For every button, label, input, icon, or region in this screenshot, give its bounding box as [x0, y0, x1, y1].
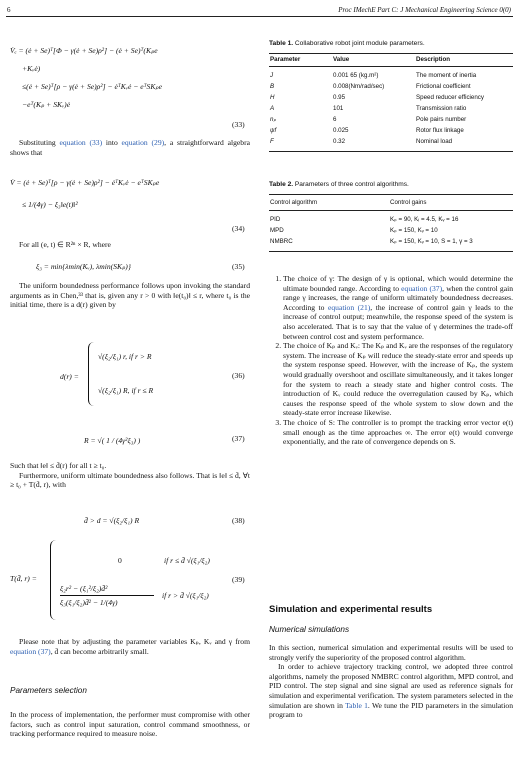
table-2-top-rule — [269, 194, 513, 195]
simulation-paragraphs: In this section, numerical simulation and experimental results will be used to strongly verify the superiority of the proposed control algorithm. In order to achieve trajectory tracking control, we adopted three control algorithms, namely the proposed NMBRC control algorithm, MPD control, and PID control. The step signal and sine signal are used as reference signals for simulation and experimental verification. The system parameters selected in the simulation are shown in Table 1. We tune the PID parameters in the simulation program to — [269, 643, 513, 720]
equation-34-number: (34) — [232, 224, 245, 233]
table-row: nₚ — [270, 116, 277, 123]
equation-39-case-2-denominator: ξ₃(ξ₁/ξ₂)d̄² − 1/(4γ) — [60, 598, 118, 607]
table-cell: Transmission ratio — [416, 105, 467, 112]
choice-s: 3. The choice of S: The controller is to prompt the tracking error vector e(t) small enough as the time approaches ∞. The error e(t) would converge exponentially, and the rate of convergence depends on S. — [283, 418, 513, 447]
equation-37: R = √( 1 / (4γ²ξ₃) ) — [84, 436, 141, 445]
numerical-simulations-heading: Numerical simulations — [269, 625, 350, 634]
table-row: MPD — [270, 227, 284, 234]
equation-39-lhs: T(d̄, r) = — [10, 574, 37, 583]
table-cell: 0.32 — [333, 138, 346, 145]
equation-39-case-2-condition: if r > d̄ √(ξ₁/ξ₂) — [162, 591, 209, 600]
header-rule — [6, 16, 513, 17]
equation-39-brace — [50, 540, 57, 620]
table-row: ψf — [270, 127, 277, 134]
table-cell: Nominal load — [416, 138, 453, 145]
table-1-top-rule — [269, 53, 513, 54]
equation-39-case-2-numerator: ξ₂r² − (ξ₁²/ξ₂)d̄² — [60, 584, 108, 593]
equation-33-link[interactable]: equation (33) — [59, 138, 103, 147]
equation-36-case-2: √(ξ₂/ξ₁) R, if r ≤ R — [98, 386, 154, 395]
equation-39-number: (39) — [232, 575, 245, 584]
table-cell: Speed reducer efficiency — [416, 94, 484, 101]
substituting-paragraph: Substituting equation (33) into equation (29), a straightforward algebra shows that — [10, 138, 250, 157]
table-cell: 0.025 — [333, 127, 349, 134]
table-cell: Frictional coefficient — [416, 83, 471, 90]
table-row: B — [270, 83, 275, 90]
equation-33-line-1: V̇ₑ = (ė + Se)ᵀ[Φ − γ(ė + Se)ρ²] − (ė + Se)ᵀ(Kₚe — [10, 46, 158, 55]
equation-39-fraction-bar — [60, 595, 154, 596]
equation-36-number: (36) — [232, 371, 245, 380]
parameters-selection-paragraph: In the process of implementation, the performer must compromise with other factors, such as control input saturation, control command smoothness, or tracking performance required to measure noise. — [10, 710, 250, 739]
table-cell: 0.001 65 (kg.m²) — [333, 72, 379, 79]
parameters-selection-heading: Parameters selection — [10, 686, 87, 695]
equation-36-lhs: d(r) = — [60, 372, 79, 381]
table-cell: Kₚ = 150, Kᵥ = 10, S = 1, γ = 3 — [390, 238, 473, 245]
table-row: NMBRC — [270, 238, 293, 245]
table-row: H — [270, 94, 275, 101]
table-1-header-rule — [269, 66, 513, 67]
choice-gamma: 1. The choice of γ: The design of γ is optional, which would determine the ultimate bounded range. According to equation (37), when the control gain range γ increases, the range of uniform ultimately boundedness decreases. According to equation (21), the increase of control gain γ leads to the increase of control output; meanwhile, the response speed of the system is also accelerated. That is to say that the value of γ determines the trade-off between control cost and system performance. — [283, 274, 513, 341]
equation-21-link[interactable]: equation (21) — [327, 302, 371, 312]
table-cell: The moment of inertia — [416, 72, 477, 79]
table-1-link[interactable]: Table 1 — [345, 700, 368, 710]
equation-34-line-2: ≤ 1/(4γ) − ξ₃‖e(t)‖² — [22, 200, 78, 209]
equation-35-number: (35) — [232, 262, 245, 271]
equation-33-line-4: −eᵀ(Kₚ + SKᵥ)ė — [22, 100, 71, 109]
table-cell: 0.95 — [333, 94, 346, 101]
equation-29-link[interactable]: equation (29) — [121, 138, 165, 147]
table-cell: Kₚ = 150, Kᵥ = 10 — [390, 227, 438, 234]
table-cell: 6 — [333, 116, 337, 123]
equation-37-link[interactable]: equation (37) — [401, 283, 443, 293]
table-row: F — [270, 138, 274, 145]
table-1-bottom-rule — [269, 151, 513, 152]
table-2-header-rule — [269, 210, 513, 211]
table-2-header-algorithm: Control algorithm — [270, 199, 318, 206]
table-row: J — [270, 72, 274, 79]
forall-paragraph: For all (e, t) ∈ R²ⁿ × R, where — [19, 240, 111, 249]
table-1-header-value: Value — [333, 56, 350, 63]
equation-39-case-1-value: 0 — [118, 556, 122, 565]
table-2-header-gains: Control gains — [390, 199, 427, 206]
equation-38: d̄ > d = √(ξ₂/ξ₁) R — [84, 516, 140, 525]
such-that-paragraph: Such that ‖e‖ ≤ d̄(r) for all t ≥ t₀. Furthermore, uniform ultimate boundedness also follows. That is ‖e‖ ≤ d̄, ∀t ≥ t₀ + T(d̄, r), with — [10, 461, 250, 490]
table-cell: Kₚ = 90, Kᵢ = 4.5, Kᵥ = 16 — [390, 216, 459, 223]
table-2-caption: Table 2. Parameters of three control algorithms. — [269, 181, 409, 188]
table-2-bottom-rule — [269, 251, 513, 252]
equation-37-link[interactable]: equation (37) — [10, 646, 51, 656]
table-cell: 0.008(Nm/rad/sec) — [333, 83, 385, 90]
equation-35: ξ₃ = min{λmin(Kᵥ), λmin(SKₚ)} — [36, 262, 131, 271]
equation-37-number: (37) — [232, 434, 245, 443]
journal-running-head: Proc IMechE Part C: J Mechanical Engineering Science 0(0) — [338, 6, 511, 14]
equation-34-line-1: V̇ = (ė + Se)ᵀ[ρ − γ(ė + Se)ρ²] − ėᵀKᵥė − eᵀSKₚe — [10, 178, 160, 187]
table-1-caption: Table 1. Collaborative robot joint module parameters. — [269, 40, 425, 47]
table-row: A — [270, 105, 275, 112]
table-row: PID — [270, 216, 281, 223]
equation-33-number: (33) — [232, 120, 245, 129]
table-1-header-description: Description — [416, 56, 451, 63]
table-1-header-parameter: Parameter — [270, 56, 301, 63]
simulation-section-heading: Simulation and experimental results — [269, 604, 433, 615]
table-cell: Rotor flux linkage — [416, 127, 464, 134]
table-cell: Pole pairs number — [416, 116, 467, 123]
parameter-choices-list — [269, 274, 513, 447]
equation-36-brace — [88, 342, 95, 406]
choice-kp-kv: 2. The choice of Kₚ and Kᵥ: The Kₚ and Kᵥ are the responses of the regulatory system. The increase of Kₚ will reduce the steady-state error and speeds up the system response speed. However, with the increase of Kₚ, the system would gradually overshoot and oscillate simultaneously, and it takes longer for the system to reach a steady state and higher control costs. The introduction of Kᵥ could reduce the overregulation caused by Kₚ, which causes the response speed of the whole system to slow down and the steady-state error increase likewise. — [283, 341, 513, 418]
equation-39-case-1-condition: if r ≤ d̄ √(ξ₁/ξ₂) — [164, 556, 210, 565]
equation-36-case-1: √(ξ₂/ξ₁) r, if r > R — [98, 352, 152, 361]
equation-33-line-3: ≤(ė + Se)ᵀ[ρ − γ(ė + Se)ρ²] − ėᵀKᵥė − eᵀSKₚe — [22, 82, 163, 91]
note-paragraph: Please note that by adjusting the parameter variables Kₚ, Kᵥ and γ from equation (37), d̄ can become arbitrarily small. — [10, 637, 250, 656]
table-cell: 101 — [333, 105, 344, 112]
uniform-boundedness-paragraph: The uniform boundedness performance follows upon invoking the standard arguments as in Chen,³³ that is, given any r > 0 with ‖e(t₀)‖ ≤ r, where t₀ is the initial time, there is a d(r) given by — [10, 281, 250, 310]
equation-33-line-2: +Kᵥė) — [22, 64, 41, 73]
equation-38-number: (38) — [232, 516, 245, 525]
page-number: 6 — [7, 6, 11, 14]
